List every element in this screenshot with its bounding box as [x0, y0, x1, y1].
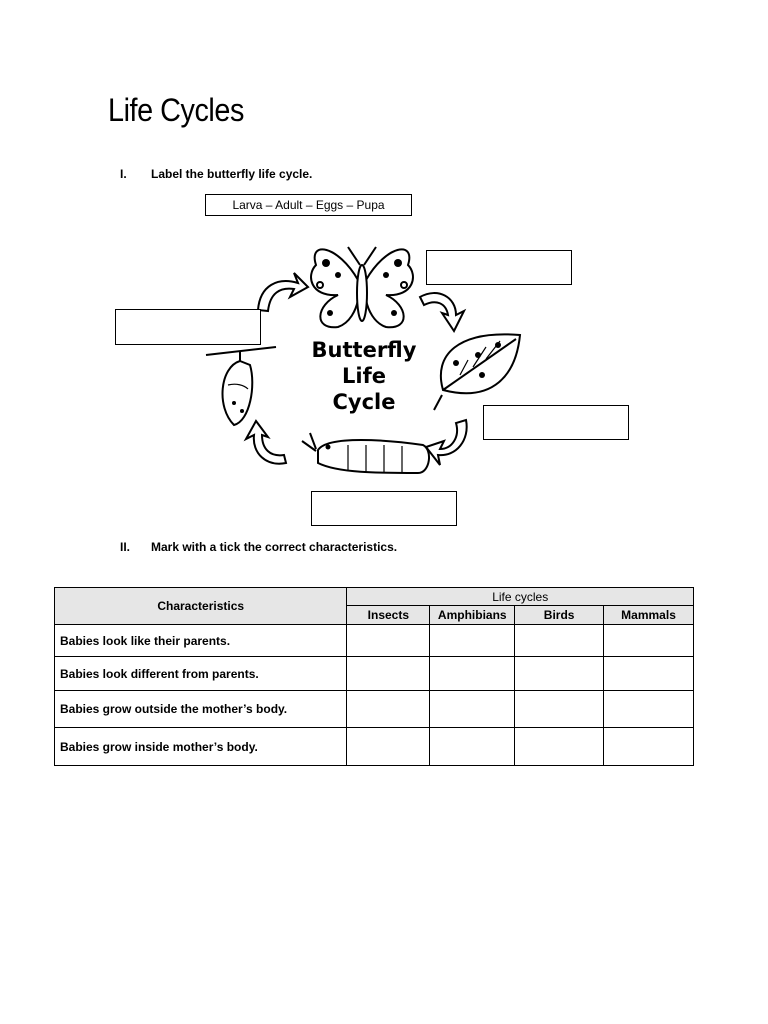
row-label: Babies look like their parents.	[55, 625, 347, 657]
tick-cell-birds[interactable]	[515, 657, 604, 691]
table-row	[55, 728, 694, 766]
pupa-label-box[interactable]	[115, 309, 261, 345]
table-row	[55, 657, 694, 691]
tick-cell-birds[interactable]	[515, 728, 604, 766]
tick-cell-mammals[interactable]	[604, 728, 694, 766]
row-label: Babies grow inside mother’s body.	[55, 728, 347, 766]
row-label: Babies look different from parents.	[55, 657, 347, 691]
row-label: Babies grow outside the mother’s body.	[55, 691, 347, 728]
column-header-insects: Insects	[347, 606, 430, 625]
tick-cell-amphibians[interactable]	[430, 728, 515, 766]
question-2-number: II.	[120, 540, 131, 554]
question-2-instruction: Mark with a tick the correct characteristics.	[151, 540, 398, 554]
column-header-amphibians: Amphibians	[430, 606, 515, 625]
tick-cell-amphibians[interactable]	[430, 691, 515, 728]
tick-cell-amphibians[interactable]	[430, 657, 515, 691]
diagram-title-line-3: Cycle	[332, 390, 396, 414]
tick-cell-amphibians[interactable]	[430, 625, 515, 657]
tick-cell-mammals[interactable]	[604, 657, 694, 691]
word-bank: Larva – Adult – Eggs – Pupa	[205, 194, 412, 216]
table-row	[55, 691, 694, 728]
tick-cell-birds[interactable]	[515, 691, 604, 728]
tick-cell-mammals[interactable]	[604, 691, 694, 728]
column-header-mammals: Mammals	[604, 606, 694, 625]
adult-label-box[interactable]	[426, 250, 572, 285]
characteristics-table	[54, 587, 694, 766]
tick-cell-insects[interactable]	[347, 691, 430, 728]
life-cycles-header: Life cycles	[347, 588, 694, 606]
eggs-label-box[interactable]	[483, 405, 629, 440]
diagram-title-line-1: Butterfly	[311, 338, 417, 362]
table-row	[55, 625, 694, 657]
tick-cell-insects[interactable]	[347, 625, 430, 657]
tick-cell-insects[interactable]	[347, 728, 430, 766]
tick-cell-birds[interactable]	[515, 625, 604, 657]
characteristics-header: Characteristics	[55, 588, 347, 625]
tick-cell-mammals[interactable]	[604, 625, 694, 657]
column-header-birds: Birds	[515, 606, 604, 625]
page-title: Life Cycles	[108, 92, 244, 128]
question-1-number: I.	[120, 167, 127, 181]
diagram-title-line-2: Life	[342, 364, 386, 388]
larva-label-box[interactable]	[311, 491, 457, 526]
tick-cell-insects[interactable]	[347, 657, 430, 691]
question-1-instruction: Label the butterfly life cycle.	[151, 167, 313, 181]
